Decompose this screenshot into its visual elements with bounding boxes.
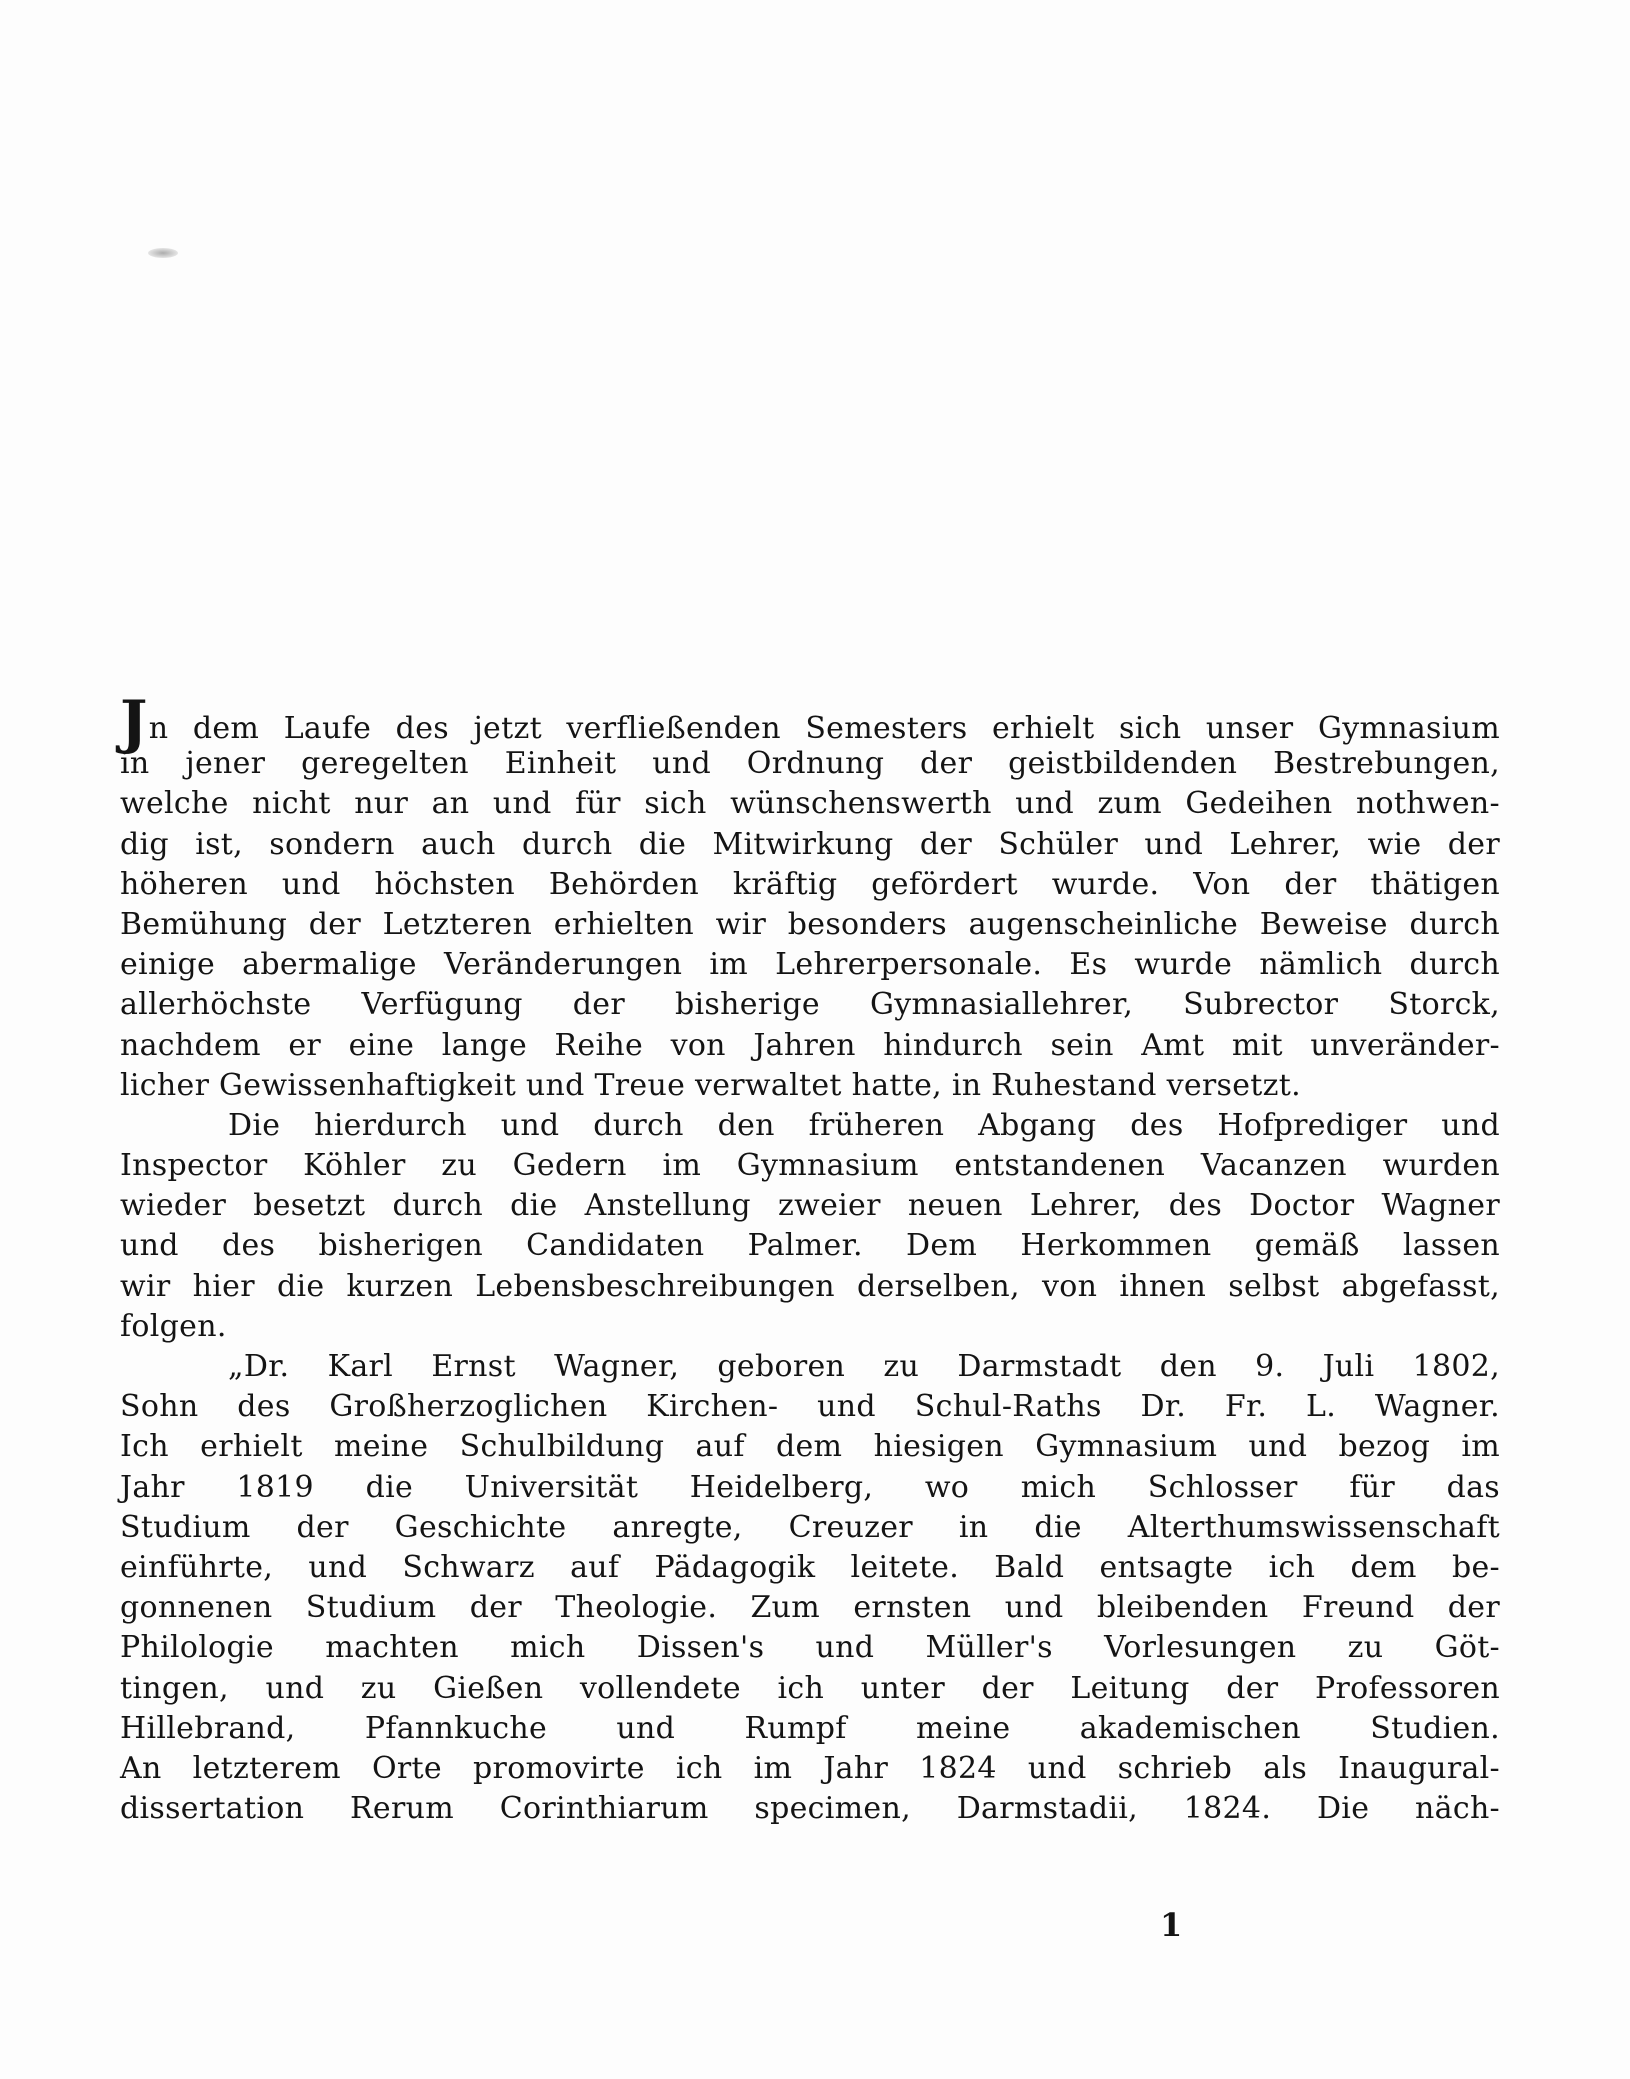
text-line: dig ist, sondern auch durch die Mitwirkung der Schüler und Lehrer, wie der xyxy=(120,826,1500,862)
text-line: licher Gewissenhaftigkeit und Treue verwaltet hatte, in Ruhestand versetzt. xyxy=(120,1067,1301,1103)
text-line: folgen. xyxy=(120,1308,227,1344)
text-line: nachdem er eine lange Reihe von Jahren hindurch sein Amt mit unveränder- xyxy=(120,1027,1500,1063)
print-smudge xyxy=(148,248,178,258)
text-line: und des bisherigen Candidaten Palmer. Dem Herkommen gemäß lassen xyxy=(120,1228,1500,1264)
body-text xyxy=(120,688,1500,1829)
text-line: wir hier die kurzen Lebensbeschreibungen derselben, von ihnen selbst abgefasst, xyxy=(120,1268,1500,1304)
text-line: einige abermalige Veränderungen im Lehrerpersonale. Es wurde nämlich durch xyxy=(120,947,1500,983)
text-line: Sohn des Großherzoglichen Kirchen- und Schul-Raths Dr. Fr. L. Wagner. xyxy=(120,1389,1500,1425)
text-line: Die hierdurch und durch den früheren Abgang des Hofprediger und xyxy=(228,1107,1500,1143)
text-line: einführte, und Schwarz auf Pädagogik leitete. Bald entsagte ich dem be- xyxy=(120,1549,1500,1585)
text-line: gonnenen Studium der Theologie. Zum ernsten und bleibenden Freund der xyxy=(120,1590,1500,1626)
text-line: tingen, und zu Gießen vollendete ich unter der Leitung der Professoren xyxy=(120,1670,1500,1706)
text-line: Philologie machten mich Dissen's und Müller's Vorlesungen zu Göt- xyxy=(120,1630,1500,1666)
text-line: wieder besetzt durch die Anstellung zweier neuen Lehrer, des Doctor Wagner xyxy=(120,1188,1500,1224)
text-line: allerhöchste Verfügung der bisherige Gymnasiallehrer, Subrector Storck, xyxy=(120,987,1500,1023)
text-line: Bemühung der Letzteren erhielten wir besonders augenscheinliche Beweise durch xyxy=(120,906,1500,942)
text-line: Inspector Köhler zu Gedern im Gymnasium entstandenen Vacanzen wurden xyxy=(120,1148,1500,1184)
page-number: 1 xyxy=(1160,1906,1183,1944)
text-line: Hillebrand, Pfannkuche und Rumpf meine akademischen Studien. xyxy=(120,1710,1500,1746)
drop-cap: J xyxy=(120,688,148,756)
text-line: „Dr. Karl Ernst Wagner, geboren zu Darmstadt den 9. Juli 1802, xyxy=(228,1349,1500,1384)
text-line: Jahr 1819 die Universität Heidelberg, wo mich Schlosser für das xyxy=(120,1469,1500,1505)
text-line: Studium der Geschichte anregte, Creuzer in die Alterthumswissenschaft xyxy=(120,1509,1500,1545)
text-line: höheren und höchsten Behörden kräftig gefördert wurde. Von der thätigen xyxy=(120,866,1500,902)
text-line: dissertation Rerum Corinthiarum specimen, Darmstadii, 1824. Die näch- xyxy=(120,1791,1500,1827)
text-line: welche nicht nur an und für sich wünschenswerth und zum Gedeihen nothwen- xyxy=(120,786,1500,822)
text-line: Ich erhielt meine Schulbildung auf dem hiesigen Gymnasium und bezog im xyxy=(120,1429,1500,1465)
text-line: An letzterem Orte promovirte ich im Jahr 1824 und schrieb als Inaugural- xyxy=(120,1750,1500,1786)
text-line: in jener geregelten Einheit und Ordnung der geistbildenden Bestrebungen, xyxy=(120,746,1500,782)
text-line: Jn dem Laufe des jetzt verfließenden Semesters erhielt sich unser Gymnasium xyxy=(120,688,1500,756)
